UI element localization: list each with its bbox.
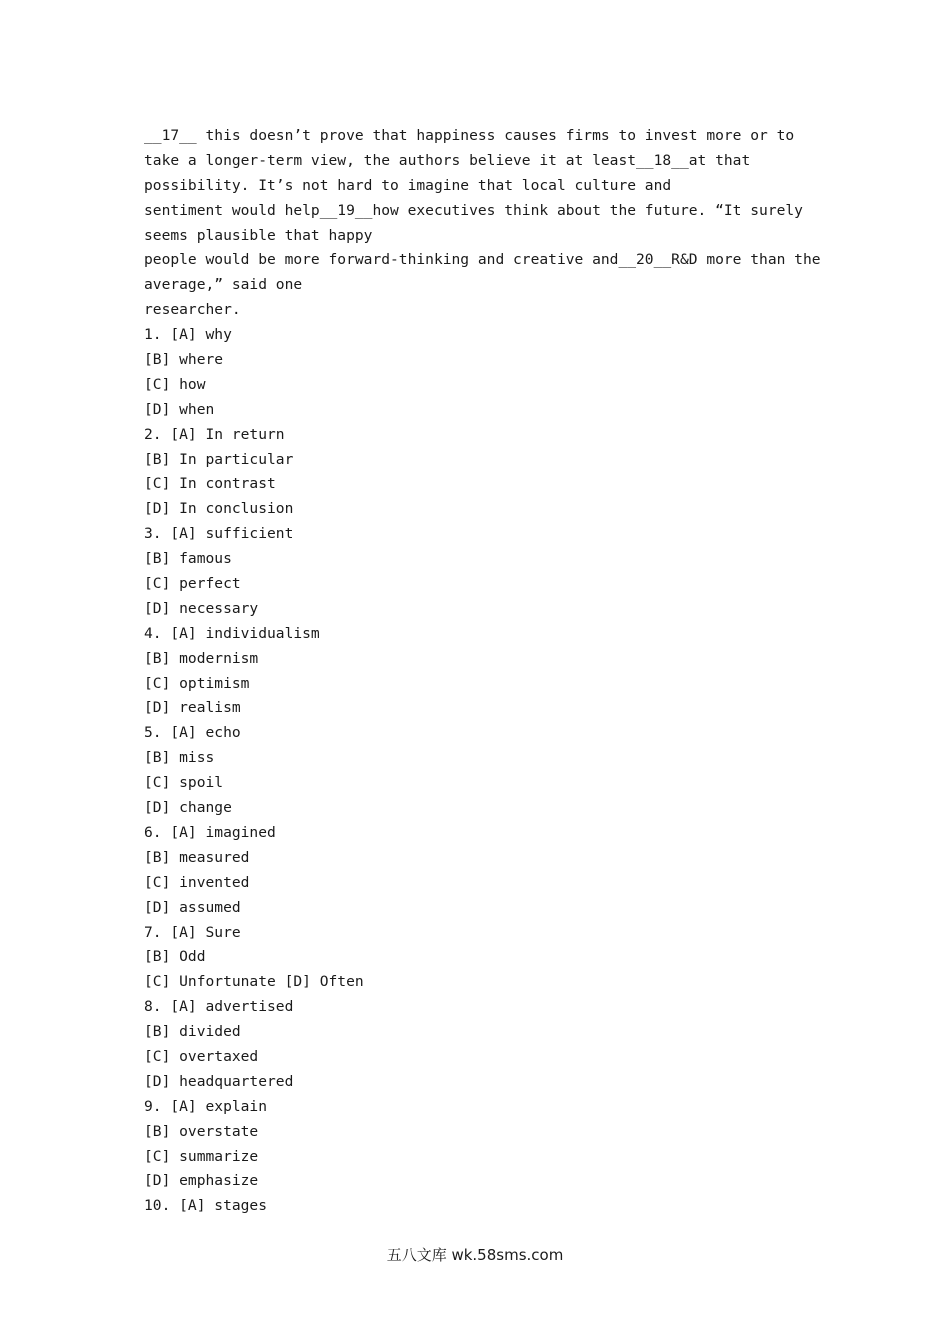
option-line: [B] In particular [144,450,294,468]
option-line: [C] In contrast [144,475,276,493]
option-line: [D] In conclusion [144,500,294,518]
option-line: [B] measured [144,848,250,866]
passage-line: take a longer-term view, the authors believe it at least__18__at that [144,151,751,169]
option-line: [B] famous [144,550,232,568]
option-line: [D] headquartered [144,1072,294,1090]
option-line: 4. [A] individualism [144,624,320,642]
option-line: [C] spoil [144,774,224,792]
option-line: [C] overtaxed [144,1047,259,1065]
option-line: [B] Odd [144,948,206,966]
option-line: [B] divided [144,1023,241,1041]
option-line: [C] optimism [144,674,250,692]
option-line: [B] modernism [144,649,259,667]
passage-line: seems plausible that happy [144,226,373,244]
passage-line: researcher. [144,301,241,319]
option-line: [B] where [144,351,224,369]
option-line: 5. [A] echo [144,724,241,742]
option-line: [D] emphasize [144,1172,259,1190]
option-line: [B] overstate [144,1122,259,1140]
option-line: [C] how [144,375,206,393]
option-line: 2. [A] In return [144,425,285,443]
option-line: [C] summarize [144,1147,259,1165]
option-line: [D] assumed [144,898,241,916]
option-line: 1. [A] why [144,326,232,344]
option-line: 3. [A] sufficient [144,525,294,543]
document-body [144,124,824,1219]
passage-paragraph [144,124,824,323]
answer-options-list [144,323,824,1219]
option-line: [D] necessary [144,599,259,617]
option-line: [C] perfect [144,575,241,593]
option-line: [C] invented [144,873,250,891]
option-line: [B] miss [144,749,215,767]
passage-line: average,” said one [144,276,303,294]
passage-line: possibility. It’s not hard to imagine that local culture and [144,176,672,194]
option-line: 7. [A] Sure [144,923,241,941]
passage-line: sentiment would help__19__how executives think about the future. “It surely [144,201,803,219]
option-line: [D] realism [144,699,241,717]
passage-line: __17__ this doesn’t prove that happiness causes firms to invest more or to [144,127,795,144]
option-line: [D] when [144,400,215,418]
footer-watermark: 五八文库 wk.58sms.com [386,1246,564,1264]
option-line: 9. [A] explain [144,1097,268,1115]
passage-line: people would be more forward-thinking and creative and__20__R&D more than the [144,251,821,269]
option-line: 8. [A] advertised [144,998,294,1016]
option-line: 6. [A] imagined [144,823,276,841]
option-line: [C] Unfortunate [D] Often [144,973,364,991]
option-line: [D] change [144,799,232,817]
option-line: 10. [A] stages [144,1197,268,1215]
